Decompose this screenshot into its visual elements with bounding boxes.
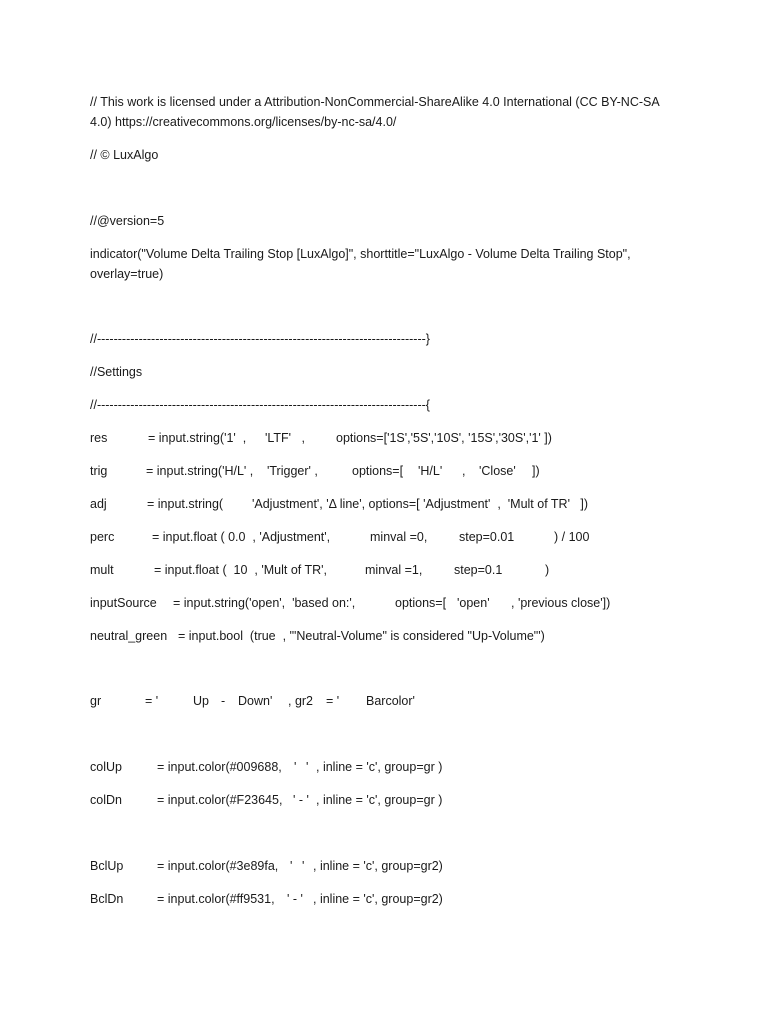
code-line-res: res = input.string('1' , 'LTF' , options=['1S','5S','10S', '15S','30S','1' ]) — [90, 431, 552, 445]
code-line-colup: colUp = input.color(#009688, ' ' , inline = 'c', group=gr ) — [90, 760, 443, 774]
separator-open: //-------------------------------------------------------------------------------{ — [90, 398, 430, 412]
license-comment: // This work is licensed under a Attribution-NonCommercial-ShareAlike 4.0 International (CC BY-NC-SA 4.0) https://creativecommons.org/licenses/by-nc-sa/4.0/ — [90, 95, 659, 129]
code-line-bclup: BclUp = input.color(#3e89fa, ' ' , inline = 'c', group=gr2) — [90, 859, 443, 873]
code-line-trig: trig = input.string('H/L' , 'Trigger' , options=[ 'H/L' , 'Close' ]) — [90, 464, 540, 478]
settings-comment: //Settings — [90, 365, 143, 379]
copyright-comment: // © LuxAlgo — [90, 148, 159, 162]
code-line-gr: gr = ' Up - Down' , gr2 = ' Barcolor' — [90, 694, 415, 708]
version-line: //@version=5 — [90, 214, 165, 228]
code-line-inputsource: inputSource = input.string('open', 'based on:', options=[ 'open' , 'previous close']) — [90, 596, 611, 610]
code-line-mult: mult = input.float ( 10 , 'Mult of TR', minval =1, step=0.1 ) — [90, 563, 550, 577]
code-line-neutral: neutral_green = input.bool (true , '"Neutral-Volume" is considered "Up-Volume"') — [90, 629, 545, 643]
code-line-adj: adj = input.string( 'Adjustment', 'Δ line', options=[ 'Adjustment' , 'Mult of TR' ]) — [90, 497, 589, 511]
code-line-bcldn: BclDn = input.color(#ff9531, ' - ' , inline = 'c', group=gr2) — [90, 892, 443, 906]
code-line-coldn: colDn = input.color(#F23645, ' - ' , inline = 'c', group=gr ) — [90, 793, 443, 807]
separator-close: //-------------------------------------------------------------------------------} — [90, 332, 430, 346]
indicator-line: indicator("Volume Delta Trailing Stop [LuxAlgo]", shorttitle="LuxAlgo - Volume Delta Trailing Stop", overlay=true) — [90, 247, 631, 281]
code-line-perc: perc = input.float ( 0.0 , 'Adjustment', minval =0, step=0.01 ) / 100 — [90, 530, 590, 544]
